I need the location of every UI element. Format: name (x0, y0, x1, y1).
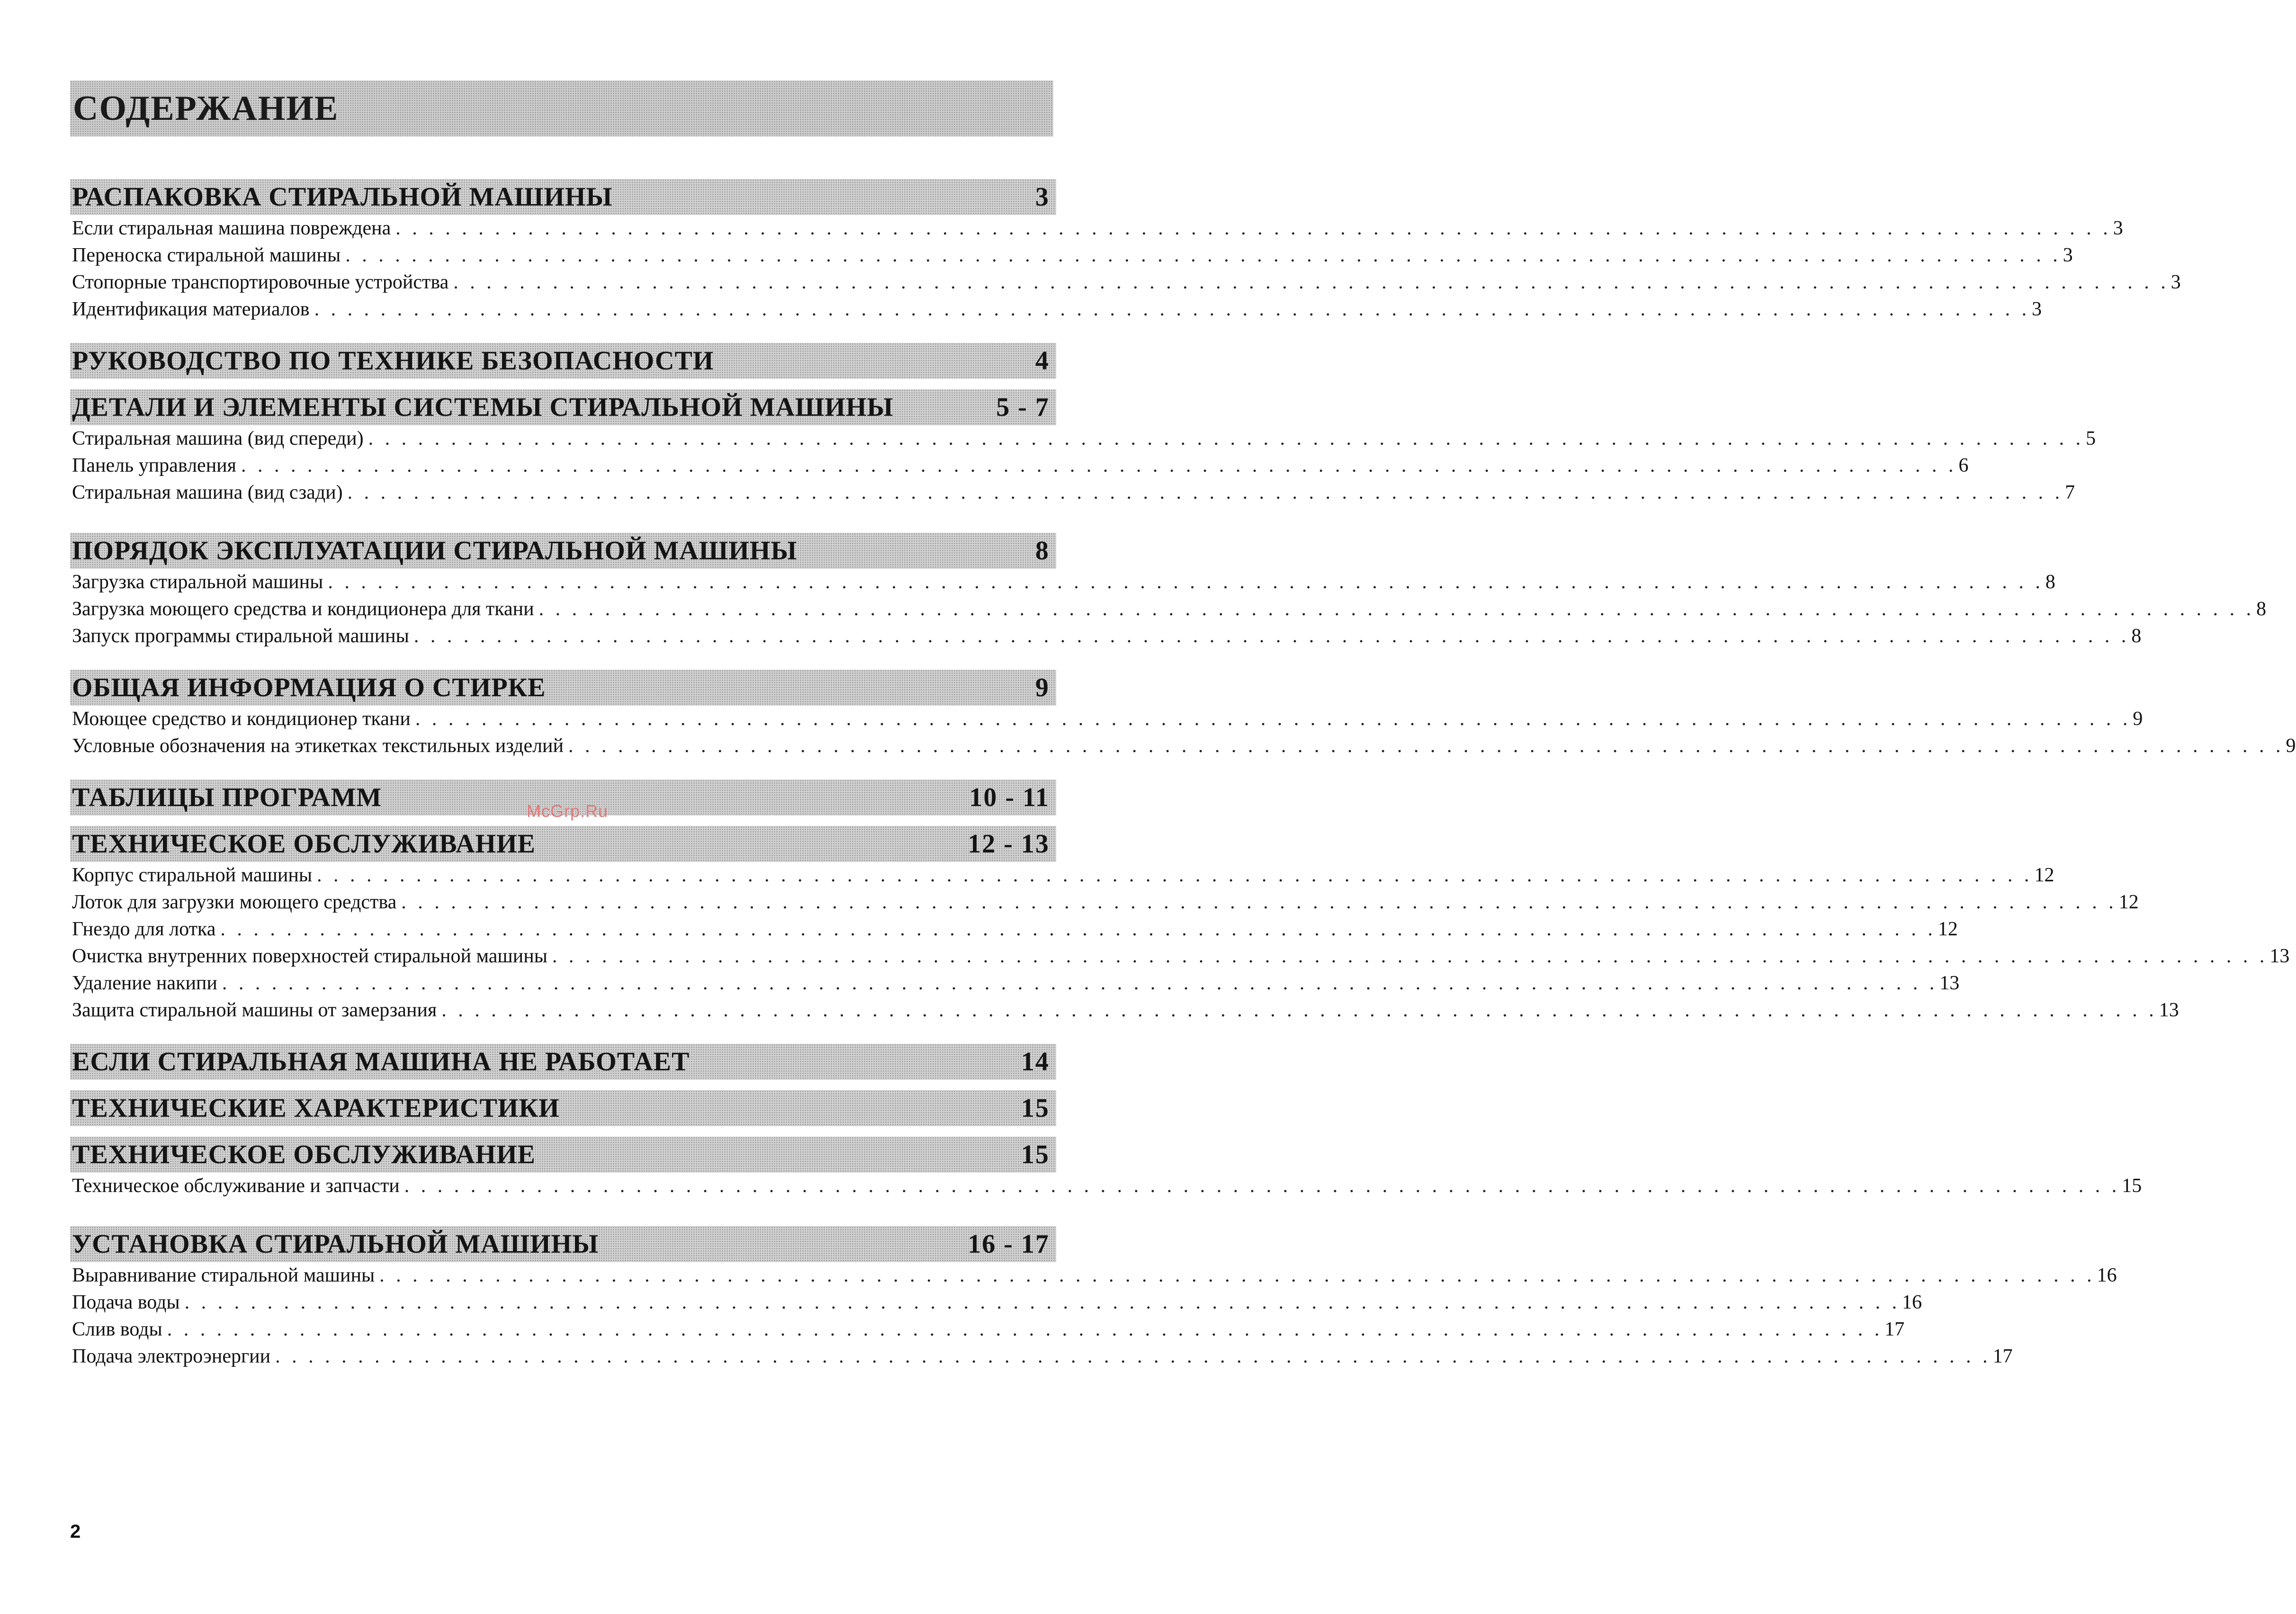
section-gap (70, 762, 1056, 780)
dot-leader: . . . . . . . . . . . . . . . . . . . . . . . . . . . . . . . . . . . . . . . . . . . . . . . . . . . . . . . . . . . . . . . . . . . . . . . . . . . . . . . . . . . . . . . . . . . . . . . . . . . . . . . . (415, 708, 2131, 730)
entry-title: Очистка внутренних поверхностей стиральной машины (72, 945, 547, 967)
toc-entry (70, 481, 2075, 508)
page-number: 2 (70, 1521, 81, 1542)
section-gap (70, 1026, 1056, 1044)
toc-entry (70, 891, 2139, 918)
dot-leader: . . . . . . . . . . . . . . . . . . . . . . . . . . . . . . . . . . . . . . . . . . . . . . . . . . . . . . . . . . . . . . . . . . . . . . . . . . . . . . . . . . . . . . . . . . . . . . . . . . . . . . . . (222, 972, 1938, 994)
section-page: 14 (1021, 1047, 1049, 1076)
toc-entry (70, 1264, 2117, 1291)
dot-leader: . . . . . . . . . . . . . . . . . . . . . . . . . . . . . . . . . . . . . . . . . . . . . . . . . . . . . . . . . . . . . . . . . . . . . . . . . . . . . . . . . . . . . . . . . . . . . . . . . . . . . . . . (453, 271, 2169, 293)
section-gap (70, 1128, 1056, 1137)
toc-entry (70, 972, 1960, 999)
toc-entry (70, 244, 2073, 271)
dot-leader: . . . . . . . . . . . . . . . . . . . . . . . . . . . . . . . . . . . . . . . . . . . . . . . . . . . . . . . . . . . . . . . . . . . . . . . . . . . . . . . . . . . . . . . . . . . . . . . . . . . . . . . . (345, 244, 2061, 266)
section-header (70, 1090, 1056, 1126)
section-header (70, 343, 1056, 379)
section-gap (70, 325, 1056, 343)
entry-title: Удаление накипи (72, 972, 217, 994)
contents-title-bar (70, 81, 1053, 136)
section-page: 12 - 13 (968, 829, 1049, 859)
toc-entry (70, 298, 2042, 325)
section-gap (70, 381, 1056, 389)
table-of-contents (70, 179, 2296, 1372)
dot-leader: . . . . . . . . . . . . . . . . . . . . . . . . . . . . . . . . . . . . . . . . . . . . . . . . . . . . . . . . . . . . . . . . . . . . . . . . . . . . . . . . . . . . . . . . . . . . . . . . . . . . . . . . (241, 455, 1957, 476)
section-gap (70, 652, 1056, 670)
entry-page: 3 (2032, 298, 2042, 320)
entry-page: 13 (2269, 945, 2290, 967)
section-title: ОБЩАЯ ИНФОРМАЦИЯ О СТИРКЕ (72, 673, 546, 702)
dot-leader: . . . . . . . . . . . . . . . . . . . . . . . . . . . . . . . . . . . . . . . . . . . . . . . . . . . . . . . . . . . . . . . . . . . . . . . . . . . . . . . . . . . . . . . . . . . . . . . . . . . . . . . . (347, 482, 2063, 503)
section-page: 15 (1021, 1094, 1049, 1123)
entry-title: Моющее средство и кондиционер ткани (72, 708, 411, 730)
entry-page: 17 (1884, 1318, 1905, 1340)
section-title: УСТАНОВКА СТИРАЛЬНОЙ МАШИНЫ (72, 1229, 599, 1259)
entry-page: 6 (1958, 455, 1969, 476)
entry-page: 17 (1992, 1345, 2013, 1367)
dot-leader: . . . . . . . . . . . . . . . . . . . . . . . . . . . . . . . . . . . . . . . . . . . . . . . . . . . . . . . . . . . . . . . . . . . . . . . . . . . . . . . . . . . . . . . . . . . . . . . . . . . . . . . . (314, 298, 2030, 320)
section-header (70, 670, 1056, 706)
entry-title: Выравнивание стиральной машины (72, 1264, 375, 1286)
section-title: ТЕХНИЧЕСКОЕ ОБСЛУЖИВАНИЕ (72, 1140, 536, 1169)
dot-leader: . . . . . . . . . . . . . . . . . . . . . . . . . . . . . . . . . . . . . . . . . . . . . . . . . . . . . . . . . . . . . . . . . . . . . . . . . . . . . . . . . . . . . . . . . . . . . . . . . . . . . . . . (317, 864, 2033, 886)
entry-page: 15 (2122, 1175, 2142, 1197)
toc-entry (70, 1291, 1922, 1318)
entry-title: Стопорные транспортировочные устройства (72, 271, 449, 293)
entry-title: Загрузка моющего средства и кондиционера для ткани (72, 598, 534, 620)
entry-page: 8 (2256, 598, 2267, 620)
section-title: ТАБЛИЦЫ ПРОГРАММ (72, 783, 382, 812)
dot-leader: . . . . . . . . . . . . . . . . . . . . . . . . . . . . . . . . . . . . . . . . . . . . . . . . . . . . . . . . . . . . . . . . . . . . . . . . . . . . . . . . . . . . . . . . . . . . . . . . . . . . . . . . (441, 999, 2157, 1021)
toc-entry (70, 454, 1969, 481)
section-page: 5 - 7 (996, 393, 1049, 422)
dot-leader: . . . . . . . . . . . . . . . . . . . . . . . . . . . . . . . . . . . . . . . . . . . . . . . . . . . . . . . . . . . . . . . . . . . . . . . . . . . . . . . . . . . . . . . . . . . . . . . . . . . . . . . . (167, 1318, 1883, 1340)
entry-title: Подача воды (72, 1291, 180, 1313)
entry-title: Слив воды (72, 1318, 162, 1340)
toc-entry (70, 1345, 2013, 1372)
entry-page: 7 (2065, 482, 2075, 503)
toc-entry (70, 598, 2267, 625)
entry-page: 16 (1902, 1291, 1922, 1313)
toc-entry (70, 945, 2290, 972)
entry-page: 12 (2034, 864, 2054, 886)
entry-page: 16 (2097, 1264, 2117, 1286)
entry-title: Подача электроэнергии (72, 1345, 271, 1367)
section-header (70, 1044, 1056, 1080)
dot-leader: . . . . . . . . . . . . . . . . . . . . . . . . . . . . . . . . . . . . . . . . . . . . . . . . . . . . . . . . . . . . . . . . . . . . . . . . . . . . . . . . . . . . . . . . . . . . . . . . . . . . . . . . (328, 571, 2044, 593)
toc-entry (70, 864, 2054, 891)
dot-leader: . . . . . . . . . . . . . . . . . . . . . . . . . . . . . . . . . . . . . . . . . . . . . . . . . . . . . . . . . . . . . . . . . . . . . . . . . . . . . . . . . . . . . . . . . . . . . . . . . . . . . . . . (401, 891, 2117, 913)
toc-entry (70, 1175, 2142, 1202)
section-header (70, 533, 1056, 569)
toc-entry (70, 918, 1958, 945)
entry-title: Панель управления (72, 455, 236, 476)
dot-leader: . . . . . . . . . . . . . . . . . . . . . . . . . . . . . . . . . . . . . . . . . . . . . . . . . . . . . . . . . . . . . . . . . . . . . . . . . . . . . . . . . . . . . . . . . . . . . . . . . . . . . . . . (184, 1291, 1901, 1313)
dot-leader: . . . . . . . . . . . . . . . . . . . . . . . . . . . . . . . . . . . . . . . . . . . . . . . . . . . . . . . . . . . . . . . . . . . . . . . . . . . . . . . . . . . . . . . . . . . . . . . . . . . . . . . . (404, 1175, 2120, 1197)
watermark: McGrp.Ru (527, 801, 609, 821)
section-page: 4 (1035, 346, 1049, 376)
dot-leader: . . . . . . . . . . . . . . . . . . . . . . . . . . . . . . . . . . . . . . . . . . . . . . . . . . . . . . . . . . . . . . . . . . . . . . . . . . . . . . . . . . . . . . . . . . . . . . . . . . . . . . . . (395, 217, 2111, 239)
section-gap (70, 1202, 1056, 1226)
toc-entry (70, 1318, 1905, 1345)
entry-page: 13 (1939, 972, 1960, 994)
toc-entry (70, 625, 2142, 652)
section-title: ТЕХНИЧЕСКИЕ ХАРАКТЕРИСТИКИ (72, 1094, 560, 1123)
entry-page: 8 (2131, 625, 2142, 647)
entry-page: 3 (2170, 271, 2181, 293)
entry-page: 8 (2045, 571, 2055, 593)
entry-title: Техническое обслуживание и запчасти (72, 1175, 400, 1197)
toc-entry (70, 217, 2123, 244)
entry-page: 3 (2113, 217, 2123, 239)
entry-page: 12 (1937, 918, 1958, 940)
entry-title: Загрузка стиральной машины (72, 571, 323, 593)
entry-page: 13 (2159, 999, 2179, 1021)
section-header (70, 1226, 1056, 1262)
toc-entry (70, 571, 2055, 598)
dot-leader: . . . . . . . . . . . . . . . . . . . . . . . . . . . . . . . . . . . . . . . . . . . . . . . . . . . . . . . . . . . . . . . . . . . . . . . . . . . . . . . . . . . . . . . . . . . . . . . . . . . . . . . . (368, 428, 2084, 449)
toc-entry (70, 708, 2143, 735)
entry-page: 5 (2086, 428, 2096, 449)
entry-page: 9 (2133, 708, 2143, 730)
section-gap (70, 1082, 1056, 1090)
section-header (70, 179, 1056, 215)
entry-title: Если стиральная машина повреждена (72, 217, 391, 239)
section-page: 16 - 17 (968, 1229, 1049, 1259)
entry-title: Стиральная машина (вид спереди) (72, 428, 364, 449)
entry-page: 12 (2118, 891, 2139, 913)
dot-leader: . . . . . . . . . . . . . . . . . . . . . . . . . . . . . . . . . . . . . . . . . . . . . . . . . . . . . . . . . . . . . . . . . . . . . . . . . . . . . . . . . . . . . . . . . . . . . . . . . . . . . . . . (379, 1264, 2095, 1286)
section-gap (70, 508, 1056, 533)
section-page: 15 (1021, 1140, 1049, 1169)
contents-title: СОДЕРЖАНИЕ (73, 89, 339, 128)
section-title: РАСПАКОВКА СТИРАЛЬНОЙ МАШИНЫ (72, 182, 613, 212)
section-header (70, 389, 1056, 425)
dot-leader: . . . . . . . . . . . . . . . . . . . . . . . . . . . . . . . . . . . . . . . . . . . . . . . . . . . . . . . . . . . . . . . . . . . . . . . . . . . . . . . . . . . . . . . . . . . . . . . . . . . . . . . . (568, 735, 2284, 757)
entry-title: Запуск программы стиральной машины (72, 625, 409, 647)
entry-title: Гнездо для лотка (72, 918, 216, 940)
entry-title: Условные обозначения на этикетках текстильных изделий (72, 735, 564, 757)
section-title: ДЕТАЛИ И ЭЛЕМЕНТЫ СИСТЕМЫ СТИРАЛЬНОЙ МАШИНЫ (72, 393, 894, 422)
section-page: 9 (1035, 673, 1049, 702)
section-header (70, 1137, 1056, 1173)
toc-entry (70, 999, 2179, 1026)
toc-entry (70, 427, 2096, 454)
toc-entry (70, 271, 2181, 298)
entry-title: Защита стиральной машины от замерзания (72, 999, 437, 1021)
section-title: ТЕХНИЧЕСКОЕ ОБСЛУЖИВАНИЕ (72, 829, 536, 859)
entry-title: Идентификация материалов (72, 298, 310, 320)
section-page: 8 (1035, 536, 1049, 565)
entry-title: Стиральная машина (вид сзади) (72, 482, 343, 503)
dot-leader: . . . . . . . . . . . . . . . . . . . . . . . . . . . . . . . . . . . . . . . . . . . . . . . . . . . . . . . . . . . . . . . . . . . . . . . . . . . . . . . . . . . . . . . . . . . . . . . . . . . . . . . . (275, 1345, 1991, 1367)
section-title: ПОРЯДОК ЭКСПЛУАТАЦИИ СТИРАЛЬНОЙ МАШИНЫ (72, 536, 798, 565)
entry-title: Лоток для загрузки моющего средства (72, 891, 397, 913)
toc-entry (70, 735, 2296, 762)
section-title: РУКОВОДСТВО ПО ТЕХНИКЕ БЕЗОПАСНОСТИ (72, 346, 714, 376)
section-title: ЕСЛИ СТИРАЛЬНАЯ МАШИНА НЕ РАБОТАЕТ (72, 1047, 690, 1076)
entry-title: Корпус стиральной машины (72, 864, 313, 886)
entry-title: Переноска стиральной машины (72, 244, 341, 266)
dot-leader: . . . . . . . . . . . . . . . . . . . . . . . . . . . . . . . . . . . . . . . . . . . . . . . . . . . . . . . . . . . . . . . . . . . . . . . . . . . . . . . . . . . . . . . . . . . . . . . . . . . . . . . . (413, 625, 2130, 647)
section-page: 10 - 11 (969, 783, 1049, 812)
dot-leader: . . . . . . . . . . . . . . . . . . . . . . . . . . . . . . . . . . . . . . . . . . . . . . . . . . . . . . . . . . . . . . . . . . . . . . . . . . . . . . . . . . . . . . . . . . . . . . . . . . . . . . . . (538, 598, 2255, 620)
section-header (70, 826, 1056, 862)
dot-leader: . . . . . . . . . . . . . . . . . . . . . . . . . . . . . . . . . . . . . . . . . . . . . . . . . . . . . . . . . . . . . . . . . . . . . . . . . . . . . . . . . . . . . . . . . . . . . . . . . . . . . . . . (552, 945, 2268, 967)
section-page: 3 (1035, 182, 1049, 212)
dot-leader: . . . . . . . . . . . . . . . . . . . . . . . . . . . . . . . . . . . . . . . . . . . . . . . . . . . . . . . . . . . . . . . . . . . . . . . . . . . . . . . . . . . . . . . . . . . . . . . . . . . . . . . . (220, 918, 1936, 940)
entry-page: 3 (2063, 244, 2073, 266)
entry-page: 9 (2286, 735, 2296, 757)
